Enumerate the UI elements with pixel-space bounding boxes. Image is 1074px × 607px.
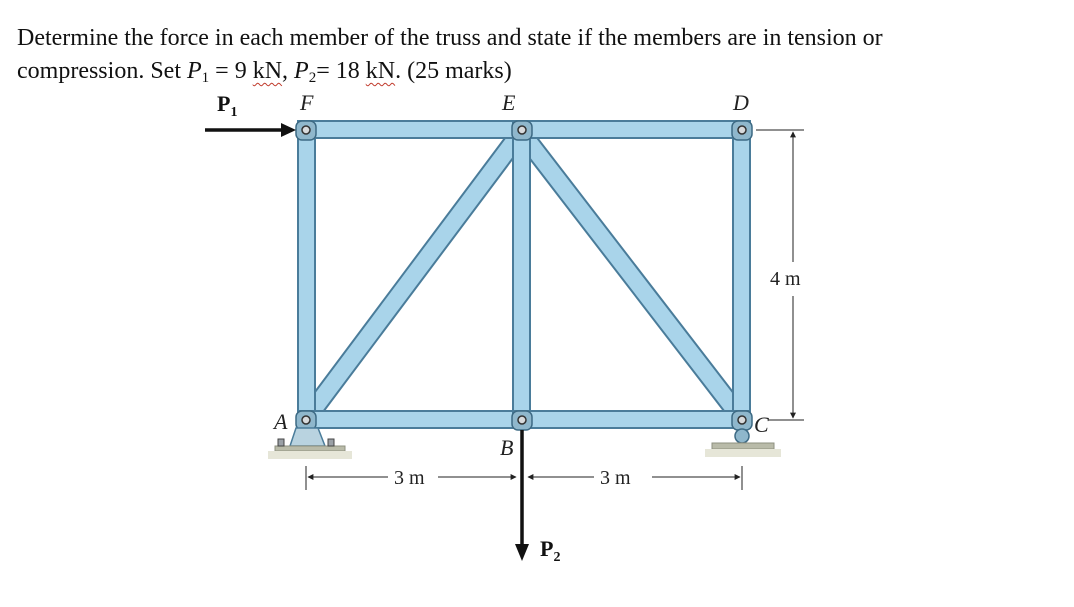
node-label-b: B [500, 435, 514, 460]
problem-line-1: Determine the force in each member of the truss and state if the members are in tension or [17, 25, 883, 51]
p2-value: = 18 [316, 58, 366, 84]
p1-symbol: P [186, 58, 202, 84]
joint-c [732, 411, 752, 430]
p2-symbol: P [294, 58, 309, 84]
dim-label-height: 4 m [770, 268, 801, 290]
load-p2-arrow [515, 430, 529, 561]
joint-b [512, 411, 532, 430]
problem-suffix: . (25 marks) [395, 58, 512, 84]
unit-kn-1: kN [252, 58, 283, 84]
member-ae [303, 126, 528, 420]
joint-d [732, 121, 752, 140]
load-p2-subscript: 2 [553, 550, 561, 565]
dimension-horizontal [306, 466, 742, 490]
node-label-c: C [754, 412, 769, 437]
joint-e [512, 121, 532, 140]
member-bc [513, 411, 750, 428]
node-label-d: D [733, 90, 749, 115]
member-fe [298, 121, 531, 138]
load-p2-symbol: P [540, 536, 554, 561]
member-dc [733, 128, 750, 416]
joint-f [296, 121, 316, 140]
load-p2-label [540, 536, 560, 565]
p1-value: = 9 [209, 58, 253, 84]
load-p1-label [217, 91, 237, 120]
separator: , [282, 58, 295, 84]
node-label-f: F [300, 90, 314, 115]
problem-prefix: compression. Set [17, 58, 187, 84]
p1-subscript: 1 [201, 70, 210, 86]
joint-a [296, 411, 316, 430]
member-ec [514, 126, 745, 420]
roller-support-c [705, 429, 781, 457]
member-eb [513, 128, 530, 416]
node-label-e: E [502, 90, 516, 115]
dim-label-left: 3 m [394, 467, 425, 489]
member-af [298, 128, 315, 416]
member-ed [513, 121, 750, 138]
p2-subscript: 2 [308, 70, 317, 86]
load-p1-subscript: 1 [230, 105, 238, 120]
dim-label-right: 3 m [600, 467, 631, 489]
load-p1-symbol: P [217, 91, 231, 116]
unit-kn-2: kN [365, 58, 396, 84]
load-p1-arrow [205, 123, 296, 137]
node-label-a: A [274, 409, 288, 434]
member-ab [298, 411, 531, 428]
